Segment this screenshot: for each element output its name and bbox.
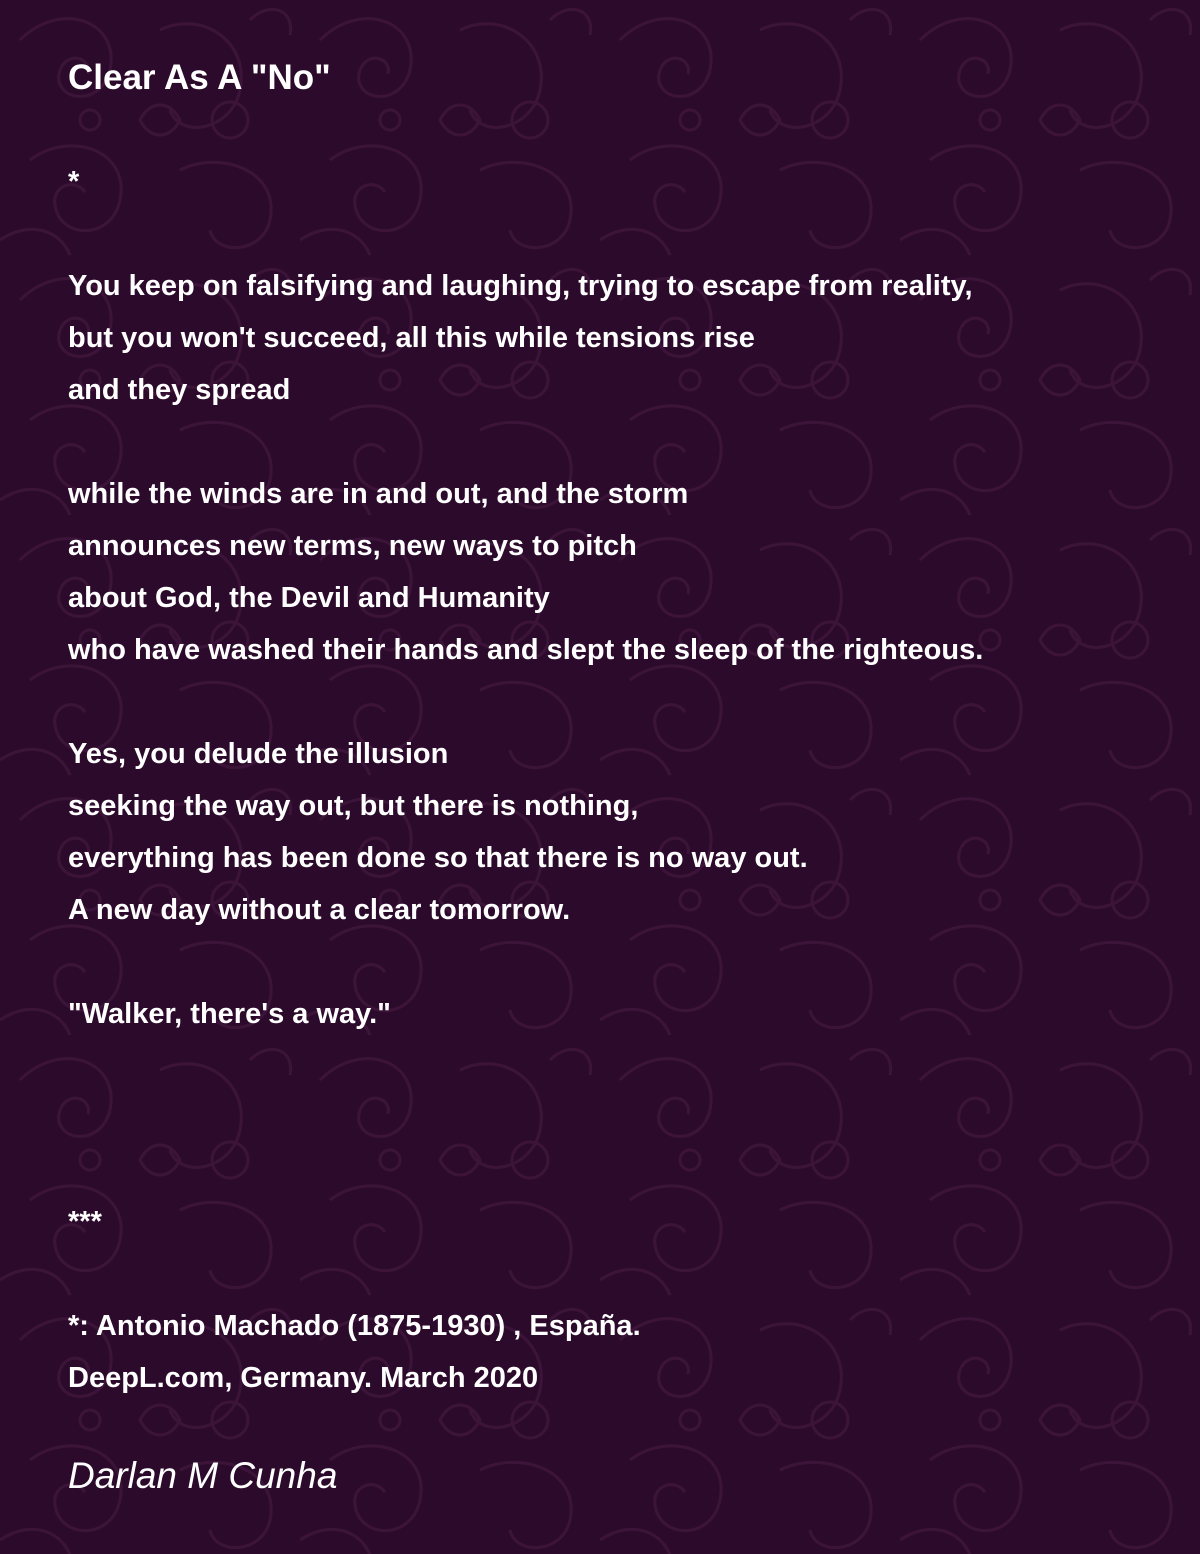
poem-blank-line [68, 1040, 1168, 1092]
poem-line: about God, the Devil and Humanity [68, 582, 550, 614]
poem-container [68, 52, 1168, 1404]
poem-body [68, 156, 1168, 1404]
poem-blank-line [68, 208, 1168, 260]
poem-line: and they spread [68, 374, 291, 406]
poem-blank-line [68, 1144, 1168, 1196]
poem-line: *: Antonio Machado (1875-1930) , España. [68, 1310, 641, 1342]
poem-line: *** [68, 1206, 102, 1238]
poem-author: Darlan M Cunha [68, 1455, 338, 1496]
poem-line: seeking the way out, but there is nothing, [68, 790, 639, 822]
poem-line: who have washed their hands and slept the sleep of the righteous. [68, 634, 984, 666]
poem-line: but you won't succeed, all this while tensions rise [68, 322, 755, 354]
poem-line: announces new terms, new ways to pitch [68, 530, 637, 562]
poem-blank-line [68, 1092, 1168, 1144]
poem-title: Clear As A "No" [68, 58, 331, 97]
poem-blank-line [68, 676, 1168, 728]
poem-blank-line [68, 1248, 1168, 1300]
poem-line: DeepL.com, Germany. March 2020 [68, 1362, 539, 1394]
poem-blank-line [68, 936, 1168, 988]
poem-line: You keep on falsifying and laughing, trying to escape from reality, [68, 270, 973, 302]
poem-line: while the winds are in and out, and the storm [68, 478, 689, 510]
poem-line: * [68, 166, 80, 198]
poem-line: A new day without a clear tomorrow. [68, 894, 571, 926]
poem-line: Yes, you delude the illusion [68, 738, 449, 770]
poem-line: everything has been done so that there is no way out. [68, 842, 808, 874]
poem-line: "Walker, there's a way." [68, 998, 391, 1030]
poem-blank-line [68, 416, 1168, 468]
